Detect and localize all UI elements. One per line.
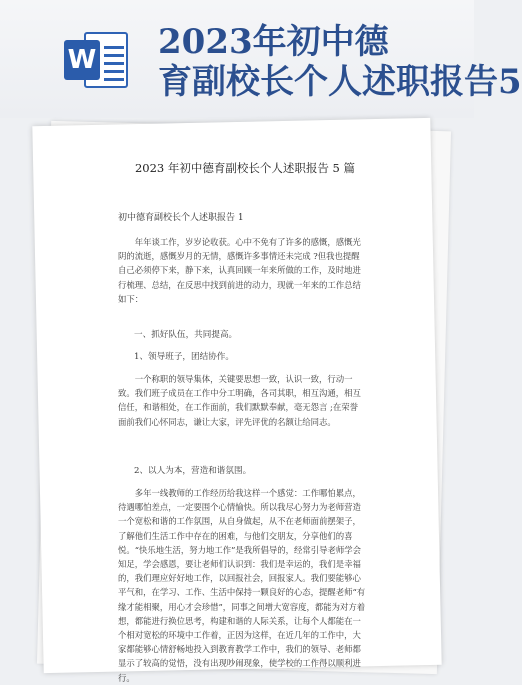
paragraph-team-text: 一个称职的领导集体，关键要思想一致，认识一致，行动一致。我们班子成员在工作中分工明确，各司其职，相互沟通，相互信任，和谐相处，在工作面前，我们默默奉献，毫无怨言 ;在荣誉面前我们心怀同志，谦让大家，评先评优的名额让给同志。 (118, 374, 361, 427)
paragraph-harmony (118, 486, 366, 683)
paragraph-harmony-text: 多年一线教师的工作经历给我这样一个感觉：工作哪怕累点，待遇哪怕差点，一定要围个心情愉快。所以我尽心努力为老师营造一个宽松和谐的工作氛围，从自身做起，从不在老师面前摆架子，了解他们生活工作中存在的困难，与他们交朋友，分享他们的喜悦。“快乐地生活，努力地工作”是我所倡导的，经常引导老师学会知足，学会感恩，要让老师们认识到：我们是幸运的，我们是幸福的，我们理应好好地工作，以回报社会，回报家人。我们要能够心平气和，在学习、工作、生活中保持一颗良好的心态，提醒老师“有缘才能相聚，用心才会珍惜”，同事之间增大宽容度，都能为对方着想，都能进行换位思考，构建和谐的人际关系，让每个人都能在一个相对宽松的环境中工作着，正因为这样，在近几年的工作中，大家都能够心情舒畅地投入到教育教学工作中，我们的领导、老师都显示了较高的觉悟，没有出现吵闹现象，使学校的工作得以顺利进行。 (118, 488, 366, 683)
document-subtitle: 初中德育副校长个人述职报告 1 (118, 213, 244, 223)
section-heading-1-1: 1、领导班子，团结协作。 (134, 352, 234, 362)
word-document-icon (64, 32, 128, 88)
paragraph-team (118, 372, 366, 429)
word-w-badge: W (64, 40, 100, 80)
intro-text: 年年谈工作，岁岁论收获。心中不免有了许多的感慨，感慨光阴的流逝，感慨岁月的无情，感慨许多事情还未完成 ?但我也提醒自己必须停下来，静下来，认真回顾一年来所做的工作，及时地进行梳理、总结，在反思中找到前进的动力，现就一年来的工作总结如下： (118, 237, 361, 304)
intro-paragraph (118, 235, 366, 306)
banner-title-line1: 2023年初中德 (158, 22, 389, 62)
banner-title (158, 22, 522, 102)
document-title: 2023 年初中德育副校长个人述职报告 5 篇 (134, 161, 356, 175)
cover-banner (0, 0, 522, 118)
banner-title-line2: 育副校长个人述职报告5 (158, 62, 522, 102)
section-heading-1: 一、抓好队伍，共同提高。 (134, 330, 238, 340)
section-heading-1-2: 2、以人为本，营造和谐氛围。 (134, 466, 252, 476)
